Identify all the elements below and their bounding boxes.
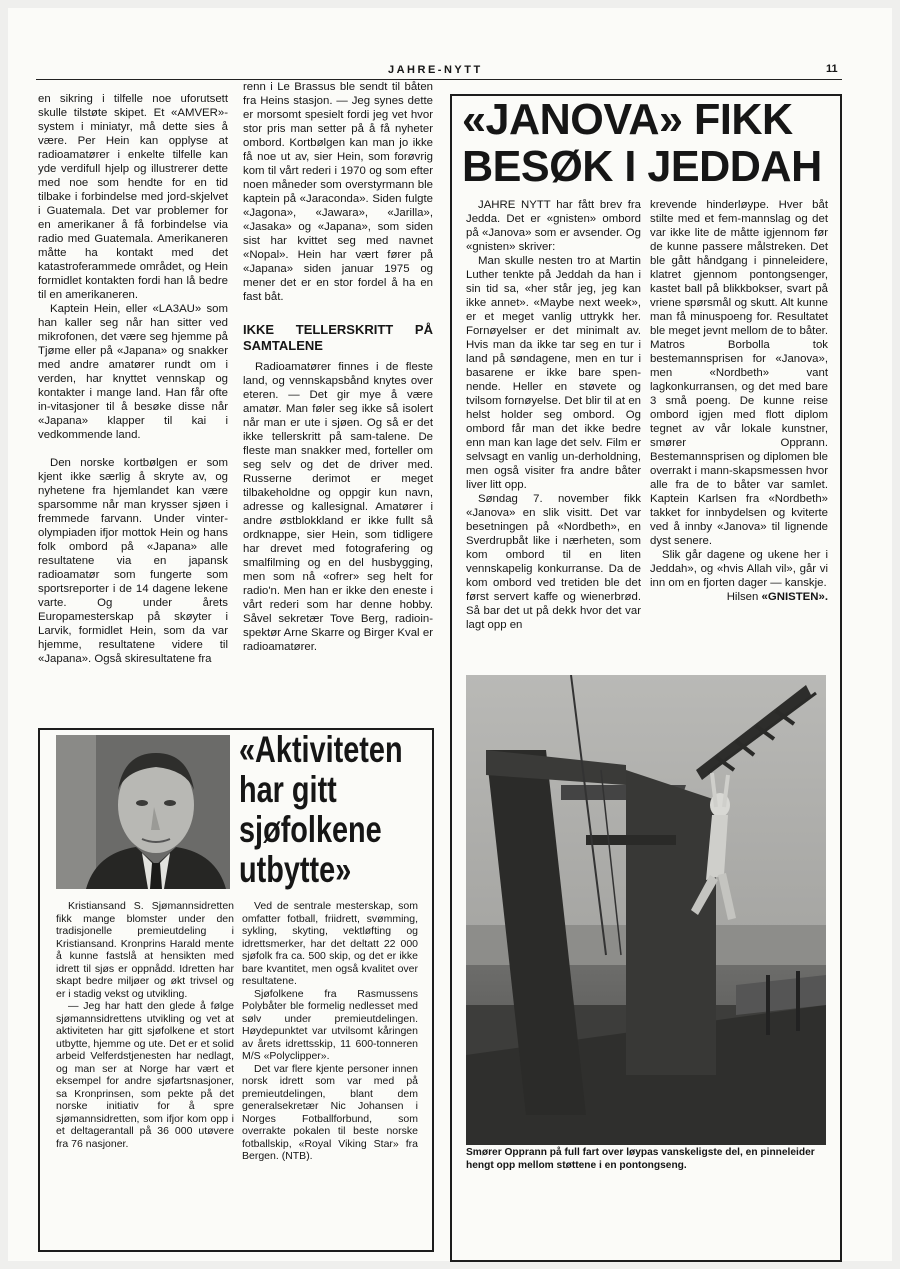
paragraph: Ved de sentrale mesterskap, som omfatter fotball, friidrett, svømming, sykling, skyting, vektløfting og idrettsmerker, har det deltatt 22 000 sjøfolk fra ca. 500 skip, og det er ikke bare kvantitet, men også kvalitet over resultatene. — [242, 900, 418, 987]
subheading: IKKE TELLERSKRITT PÅ SAMTALENE — [243, 322, 433, 353]
janova-column-a — [466, 198, 641, 632]
portrait-illustration — [56, 735, 230, 889]
paragraph: Kaptein Hein, eller «LA3AU» som han kaller seg når han sitter ved mikrofonen, det være seg hjemme på Tjøme eller på «Japana» og snakker med andre amatører rundt om i verden, har knyttet vennskap og kontakter i mange land. Han får ofte in-vitasjoner til å besøke disse når «Japana» klapper til kai i vedkommende land. — [38, 303, 228, 441]
paragraph: renn i Le Brassus ble sendt til båten fra Heins stasjon. — Jeg synes dette er morsomt spesielt fordi jeg vet hvor stor pris man setter på å få nyheter ombord. Kortbølgen kan man jo ikke få noe ut av, sier Hein, som forøvrig kom til vårt rederi i 1970 og som efter noen måneder som overstyrmann ble kaptein på «Jaraconda». Siden fulgte «Jagona», «Jawara», «Jarilla», «Jasaka» og «Japana», som siden sist har kvittet seg med navnet «Nopal». Hein har vært fører på «Japana» siden januar 1975 og mener det er en stor fordel å ha en fast båt. — [243, 81, 433, 303]
paragraph: krevende hinderløype. Hver båt stilte med et fem-mannslag og det var ikke lite de måtte igjennom før de kunne passere målstreken. Det ble gått håndgang i pinneleidere, klatret gjennom pontongsenger, kastet ball på blikkbokser, svart på vriene spørsmål og skutt. Alt kunne man få minuspoeng for. Resultatet ble meget jevnt mellom de to båter. Matros Borbolla tok bestemannsprisen for «Janova», men «Nordbeth» vant lagkonkurransen, og det med bare 3 små poeng. De kunne reise ombord igjen med flott diplom tegnet av vår lokale kunstner, smører Opprann. Bestemannsprisen og diplomen ble overrakt i mann-skapsmessen hvor alle fra de to båter var samlet. Kaptein Karlsen fra «Nordbeth» takket for innbydelsen og kviterte ved å innby «Janova» til lignende dyst senere. — [650, 199, 828, 547]
paragraph: Det var flere kjente personer innen norsk idrett som var med på premieutdelingen, blant dem generalsekretær Nic Johansen i Norges Fotballforbund, som overrakte pokalen til beste norske fotballskip, «Royal Viking Star» fra Bergen. (NTB). — [242, 1062, 418, 1162]
paragraph: Man skulle nesten tro at Martin Luther tenkte på Jeddah da han i sin tid sa, «her står jeg, jeg kan ikke annet». «Maybe next week», er et meget vanlig uttrykk her. Fornøyelser er det minimalt av. Hvis man da ikke tar seg en tur i land på søndagene, men en tur i basarene er ikke bare spen-nende. Heller en støvete og tvilsom fornøyelse. Det blir til at en helst holder seg ombord. Og ombord får man det ikke bedre enn man kan lage det selv. Film er selvsagt en vanlig un-derholdning, men også visiter fra andre båter liver litt opp. — [466, 255, 641, 491]
headline-line: BESØK I JEDDAH — [462, 142, 822, 191]
running-header-title: JAHRE-NYTT — [388, 64, 483, 76]
headline-line: har gitt — [239, 769, 337, 810]
signoff-prefix: Hilsen — [726, 591, 762, 603]
paragraph: Sjøfolkene fra Rasmussens Polybåter ble formelig nedlesset med sølv under premieutdelingen. Høydepunktet var utvilsomt kåringen av årets idrettsskip, 11 600-tonneren M/S «Polyclipper». — [242, 987, 418, 1062]
paragraph: en sikring i tilfelle noe uforutsett skulle tilstøte skipet. Et «AMVER»-system i miniatyr, må dette sies å være. Per Hein kan opplyse at radioamatører i enkelte tilfelle kan yde verdifull hjelp og illustrerer dette med noe som hendte for en tid tilbake i forbindelse med jord-skjelvet i Guatemala. Det var problemer for en amerikaner å få forbindelse via radio med Guatemala. Amerikaneren måtte ha kontakt med det katastroferammede området, og Hein formidlet kontakten fordi han lå bedre til en amerikaneren. — [38, 93, 228, 301]
paragraph: Den norske kortbølgen er som kjent ikke særlig å skryte av, og nyhetene fra hjemlandet kan være sparsomme når man krysser sjøen i fremmede farvann. Under vinter-olympiaden ifjor mottok Hein og hans folk ombord på «Japana» alle resultatene via en japansk radioamatør som fungerte som sportsreporter i de 14 dagene lekene varte. Og under årets Europamesterskap på skøyter i Larvik, formidlet Hein, som da var hjemme, resultatene videre til «Japana». Også skiresultatene fra — [38, 457, 228, 665]
paragraph: — Jeg har hatt den glede å følge sjømannsidrettens utvikling og vet at aktiviteten har gitt sjøfolkene et stort utbytte, hjemme og ute. Det er et solid arbeid Velferdstjenesten har nedlagt, og man ser at Norge har vært et eksempel for andre sjøfartsnasjoner, sa Kronprinsen, som pekte på det norske initiativ for å spre sjømannsidretten, som ifjor kom opp i et deltagerantall på 36 000 utøvere fra 76 nasjoner. — [56, 1000, 234, 1150]
aktiviteten-column-a — [56, 900, 234, 1150]
paragraph: Søndag 7. november fikk «Janova» en slik visitt. Det var besetningen på «Nordbeth», en Sverdrupbåt like i nærheten, som kom ombord til en liten vennskapelig konkurranse. Da de kom ombord ved tretiden ble det først servert kaffe og wienerbrød. Så bar det ut på dekk hvor det var lagt opp en — [466, 493, 641, 631]
paragraph: JAHRE NYTT har fått brev fra Jedda. Det er «gnisten» ombord på «Janova» som er avsender. Og «gnisten» skriver: — [466, 199, 641, 253]
signoff-name: «GNISTEN». — [761, 591, 828, 603]
aktiviteten-headline — [239, 729, 403, 890]
headline-line: «Aktiviteten — [239, 729, 403, 770]
headline-line: sjøfolkene — [239, 809, 382, 850]
photo-illustration — [466, 675, 826, 1145]
janova-column-b — [650, 198, 828, 604]
paragraph: Slik går dagene og ukene her i Jeddah», og «hvis Allah vil», går vi inn om en fjorten dager — kanskje. — [650, 549, 828, 589]
paragraph: Kristiansand S. Sjømannsidretten fikk mange blomster under den tradisjonelle premieutdeling i Kristiansand. Kronprins Harald mente å kunne fastslå at hensikten med idrett til sjøs er oppnådd. Idretten har skapt bedre miljøer og økt trivsel og er i stadig vekst og utvikling. — [56, 900, 234, 1000]
headline-line: «JANOVA» FIKK — [462, 95, 793, 144]
aktiviteten-column-b — [242, 900, 418, 1163]
headline-line: utbytte» — [239, 849, 352, 890]
obstacle-course-photo — [466, 675, 826, 1145]
photo-caption: Smører Opprann på full fart over løypas vanskeligste del, en pinneleider hengt opp mellom støttene i en pontongseng. — [466, 1147, 815, 1171]
article-column-2 — [243, 80, 433, 654]
paragraph: Radioamatører finnes i de fleste land, og vennskapsbånd knytes over eteren. — Det gir mye å være amatør. Man føler seg ikke så isolert når man er ute i sjøen. Og så er det ikke tellerskritt på sam-talene. De fleste man snakker med, forteller om seg selv og det de driver med. Russerne derimot er meget tilbakeholdne og oppgir kun navn, adresse og kallesignal. Amatører i andre østblokkland er ikke fullt så ordknappe, sier Hein, som tidligere har drevet med fotografering og smalfilming og en del husbygging, men som nå «ofrer» seg helt for radio'n. Men han er ikke den eneste i vårt rederi som har denne hobby. Såvel sekretær Tove Berg, radioin-spektør Arne Skarre og Birger Kval er radioamatører. — [243, 361, 433, 653]
crown-prince-portrait — [56, 735, 230, 889]
signoff — [650, 590, 828, 604]
page-number: 11 — [826, 63, 838, 75]
janova-headline — [462, 96, 834, 190]
article-column-1 — [38, 92, 228, 666]
header-rule — [36, 79, 842, 80]
